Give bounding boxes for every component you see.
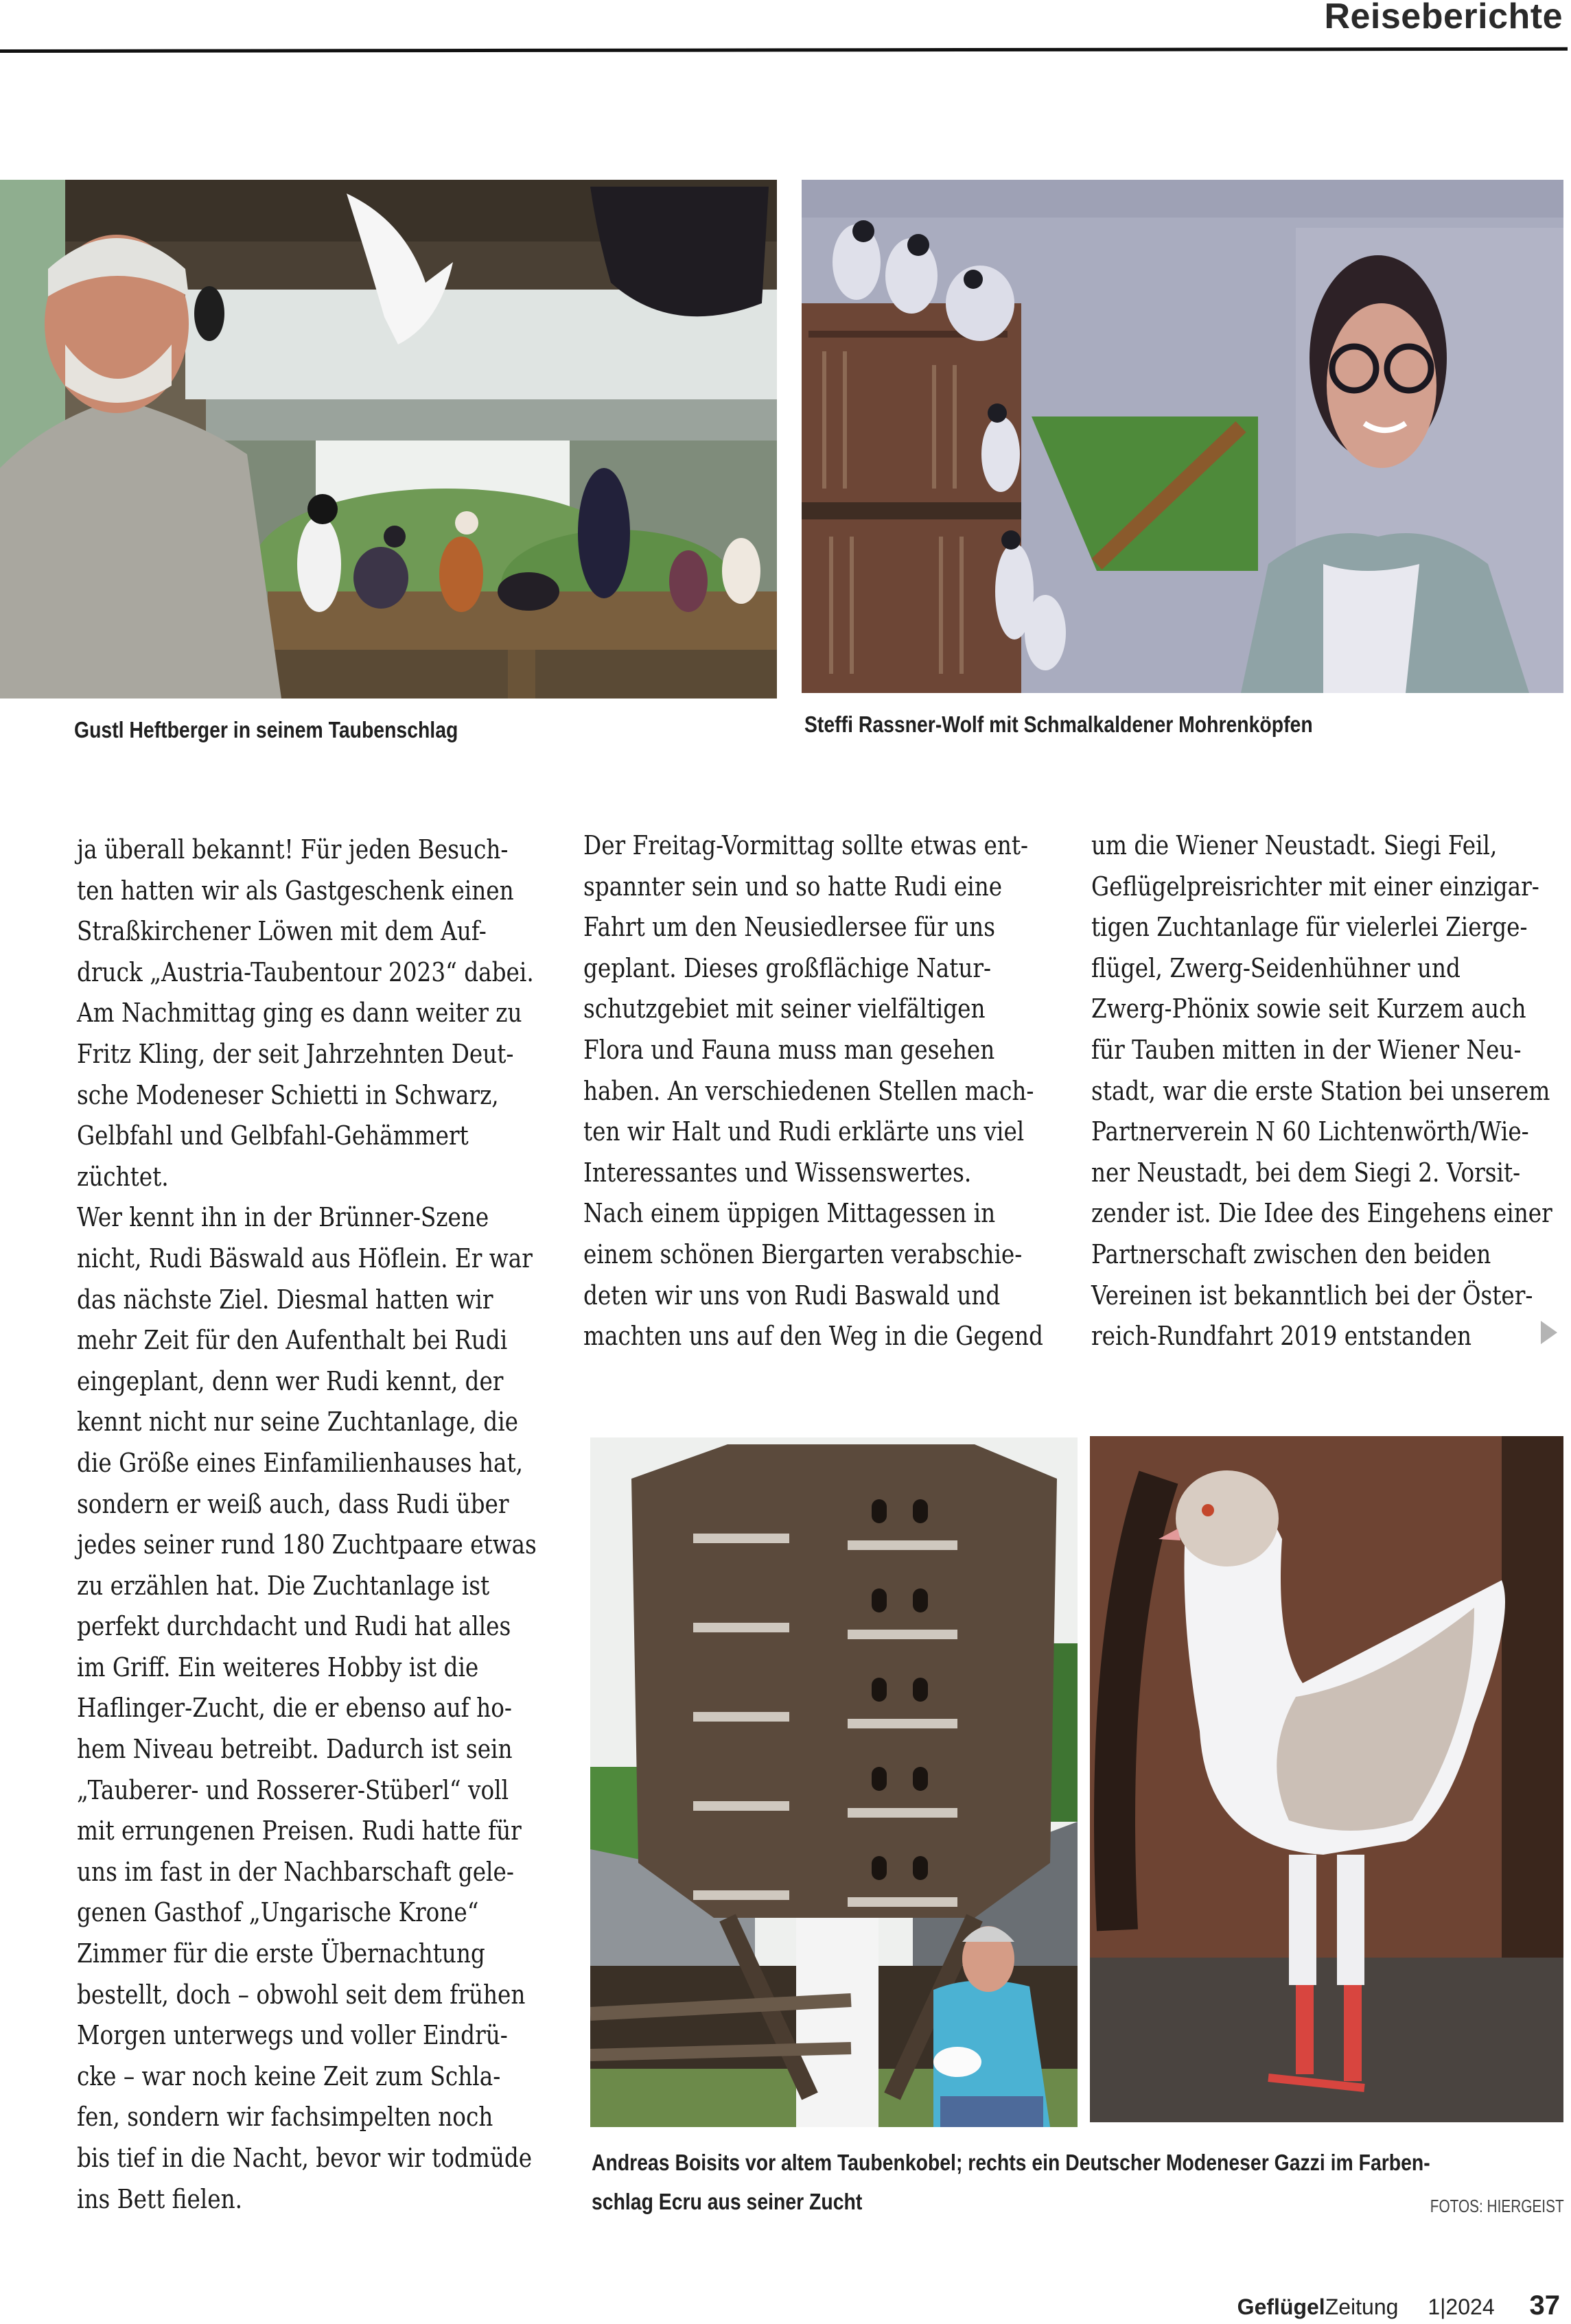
- text-line: einem schönen Biergarten verabschie-: [583, 1239, 1023, 1269]
- text-line: im Griff. Ein weiteres Hobby ist die: [77, 1652, 479, 1682]
- article-column-1: [77, 830, 571, 2220]
- text-line: Am Nachmittag ging es dann weiter zu: [77, 998, 522, 1029]
- text-line: Partnerverein N 60 Lichtenwörth/Wie-: [1091, 1116, 1529, 1147]
- text-line: Geflügelpreisrichter mit einer einzigar-: [1091, 871, 1539, 902]
- text-line: mit errungenen Preisen. Rudi hatte für: [77, 1816, 522, 1846]
- text-line: kennt nicht nur seine Zuchtanlage, die: [77, 1407, 519, 1437]
- issue-number: 1|2024: [1428, 2294, 1495, 2319]
- continue-triangle-right-icon: [1541, 1321, 1557, 1344]
- text-line: ja überall bekannt! Für jeden Besuch-: [77, 834, 509, 865]
- article-column-3: [1091, 825, 1565, 1357]
- text-line: Partnerschaft zwischen den beiden: [1091, 1239, 1491, 1269]
- text-line: cke – war noch keine Zeit zum Schla-: [77, 2061, 501, 2091]
- text-line: Haflinger-Zucht, die er ebenso auf ho-: [77, 1693, 512, 1724]
- text-line: um die Wiener Neustadt. Siegi Feil,: [1091, 830, 1498, 860]
- text-line: ten wir Halt und Rudi erklärte uns viel: [583, 1116, 1025, 1147]
- text-line: druck „Austria-Taubentour 2023“ dabei.: [77, 956, 534, 987]
- text-line: nicht, Rudi Bäswald aus Höflein. Er war: [77, 1243, 533, 1273]
- text-line: Zimmer für die erste Übernachtung: [77, 1938, 485, 1969]
- text-line: spannter sein und so hatte Rudi eine: [583, 871, 1003, 902]
- text-line: uns im fast in der Nachbarschaft gele-: [77, 1856, 514, 1887]
- article-column-2: [583, 825, 1064, 1357]
- page-number: 37: [1529, 2290, 1560, 2321]
- caption-boisits-line-1: Andreas Boisits vor altem Taubenkobel; rechts ein Deutscher Modeneser Gazzi im Farben-: [592, 2150, 1430, 2175]
- text-line: „Tauberer- und Rosserer-Stüberl“ voll: [77, 1774, 509, 1805]
- text-line: stadt, war die erste Station bei unserem: [1091, 1075, 1550, 1106]
- section-title: Reiseberichte: [1324, 0, 1563, 36]
- text-line: deten wir uns von Rudi Baswald und: [583, 1280, 1001, 1311]
- text-line: das nächste Ziel. Diesmal hatten wir: [77, 1284, 493, 1315]
- text-line: tigen Zuchtanlage für vielerlei Zierge-: [1091, 912, 1528, 943]
- header-rule: [0, 47, 1568, 53]
- photo-heftberger: [0, 180, 777, 699]
- text-line: perfekt durchdacht und Rudi hat alles: [77, 1611, 511, 1642]
- text-line: sondern er weiß auch, dass Rudi über: [77, 1488, 509, 1519]
- text-line: Fritz Kling, der seit Jahrzehnten Deut-: [77, 1038, 514, 1069]
- text-line: Der Freitag-Vormittag sollte etwas ent-: [583, 830, 1029, 860]
- text-line: sche Modeneser Schietti in Schwarz,: [77, 1079, 499, 1110]
- text-line: Nach einem üppigen Mittagessen in: [583, 1198, 996, 1229]
- text-line: Straßkirchener Löwen mit dem Auf-: [77, 916, 487, 947]
- text-line: hem Niveau betreibt. Dadurch ist sein: [77, 1734, 513, 1765]
- caption-boisits-line-2: schlag Ecru aus seiner Zucht: [592, 2189, 863, 2214]
- text-line: Wer kennt ihn in der Brünner-Szene: [77, 1202, 489, 1233]
- text-line: für Tauben mitten in der Wiener Neu-: [1091, 1034, 1522, 1065]
- text-line: Zwerg-Phönix sowie seit Kurzem auch: [1091, 994, 1526, 1024]
- text-line: mehr Zeit für den Aufenthalt bei Rudi: [77, 1325, 508, 1356]
- page-footer: [1237, 2290, 1560, 2321]
- text-line: reich-Rundfahrt 2019 entstanden: [1091, 1321, 1472, 1352]
- text-line: genen Gasthof „Ungarische Krone“: [77, 1897, 479, 1928]
- text-line: Morgen unterwegs und voller Eindrü-: [77, 2020, 508, 2051]
- magazine-brand-regular: Zeitung: [1325, 2294, 1399, 2319]
- magazine-brand-bold: Geflügel: [1237, 2294, 1325, 2319]
- text-line: schutzgebiet mit seiner vielfältigen: [583, 994, 986, 1024]
- caption-rassner-wolf: Steffi Rassner-Wolf mit Schmalkaldener Mohrenköpfen: [804, 712, 1313, 737]
- text-line: bis tief in die Nacht, bevor wir todmüde: [77, 2143, 533, 2173]
- text-line: ten hatten wir als Gastgeschenk einen: [77, 875, 514, 906]
- text-line: geplant. Dieses großflächige Natur-: [583, 952, 992, 983]
- text-line: die Größe eines Einfamilienhauses hat,: [77, 1447, 523, 1478]
- text-line: Flora und Fauna muss man gesehen: [583, 1034, 995, 1065]
- photo-boisits: [590, 1437, 1078, 2127]
- text-line: Interessantes und Wissenswertes.: [583, 1157, 972, 1188]
- text-line: Fahrt um den Neusiedlersee für uns: [583, 912, 995, 943]
- text-line: Vereinen ist bekanntlich bei der Öster-: [1091, 1280, 1533, 1311]
- text-line: jedes seiner rund 180 Zuchtpaare etwas: [77, 1529, 537, 1560]
- photo-rassner-wolf: [802, 180, 1563, 693]
- photo-gazzi: [1090, 1436, 1563, 2122]
- text-line: machten uns auf den Weg in die Gegend: [583, 1321, 1043, 1352]
- text-line: zu erzählen hat. Die Zuchtanlage ist: [77, 1570, 490, 1601]
- text-line: Gelbfahl und Gelbfahl-Gehämmert: [77, 1120, 469, 1151]
- text-line: ins Bett fielen.: [77, 2183, 243, 2214]
- text-line: flügel, Zwerg-Seidenhühner und: [1091, 952, 1461, 983]
- text-line: eingeplant, denn wer Rudi kennt, der: [77, 1365, 504, 1396]
- text-line: bestellt, doch – obwohl seit dem frühen: [77, 1979, 526, 2010]
- photo-credit: FOTOS: HIERGEIST: [1430, 2196, 1564, 2216]
- text-line: zender ist. Die Idee des Eingehens einer: [1091, 1198, 1552, 1229]
- text-line: ner Neustadt, bei dem Siegi 2. Vorsit-: [1091, 1157, 1521, 1188]
- text-line: fen, sondern wir fachsimpelten noch: [77, 2102, 493, 2133]
- caption-heftberger: Gustl Heftberger in seinem Taubenschlag: [74, 717, 458, 742]
- text-line: züchtet.: [77, 1161, 169, 1192]
- text-line: haben. An verschiedenen Stellen mach-: [583, 1075, 1034, 1106]
